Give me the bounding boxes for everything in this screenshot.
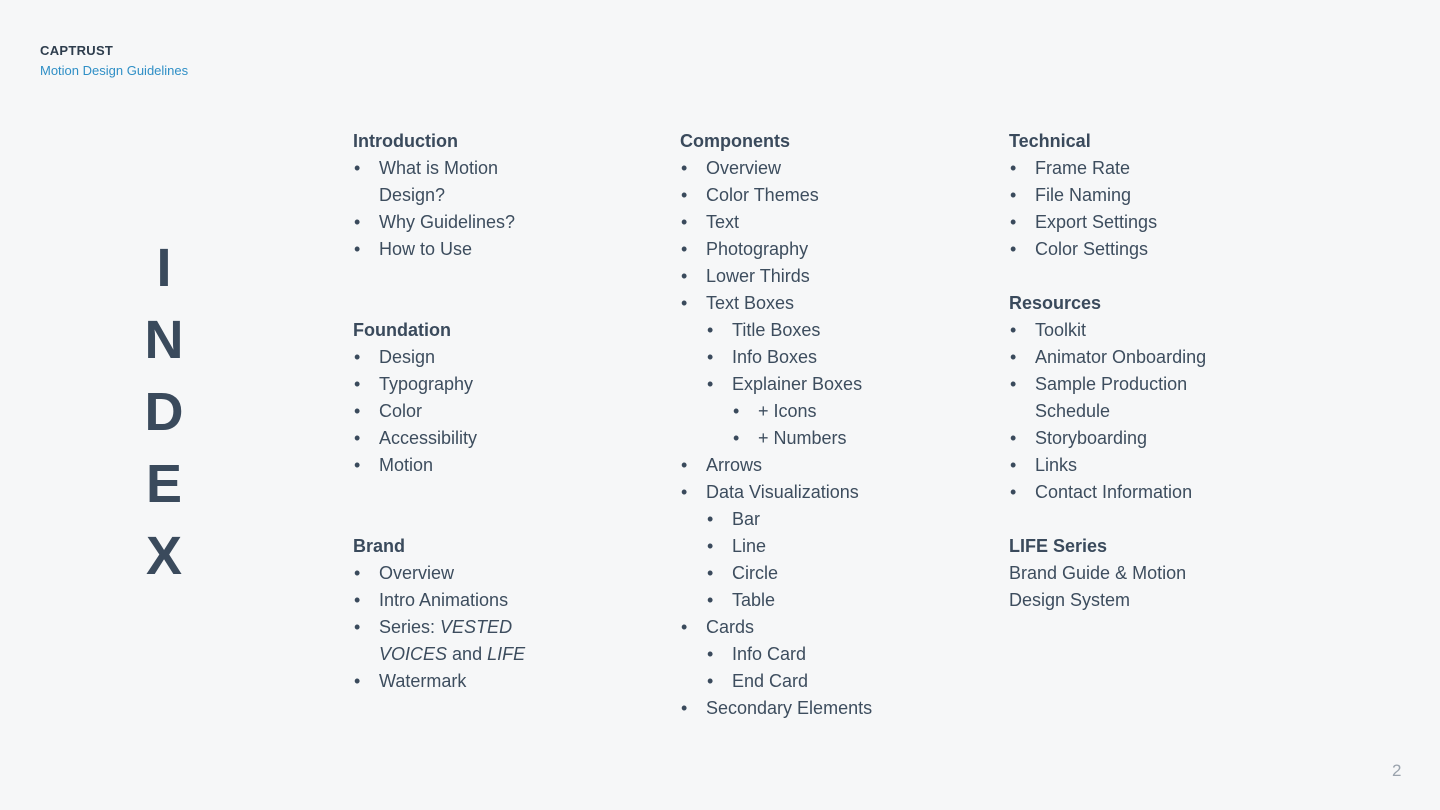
- section-heading[interactable]: Resources: [1009, 293, 1102, 313]
- section-technical: [1009, 128, 1309, 263]
- index-letter: D: [144, 382, 184, 442]
- list-item[interactable]: • Color Settings: [1009, 236, 1309, 263]
- list-subitem[interactable]: • Explainer Boxes: [706, 371, 980, 398]
- series-and: and: [452, 644, 483, 664]
- section-heading[interactable]: Foundation: [353, 320, 451, 340]
- section-resources: [1009, 290, 1309, 506]
- list-subsubitem[interactable]: • + Numbers: [732, 425, 980, 452]
- list-item[interactable]: • Typography: [353, 371, 653, 398]
- list-item[interactable]: • Why Guidelines?: [353, 209, 653, 236]
- list-item-series[interactable]: [353, 614, 553, 668]
- list-subitem[interactable]: • Title Boxes: [706, 317, 980, 344]
- list-item[interactable]: • Arrows: [680, 452, 980, 479]
- section-list: [680, 155, 980, 722]
- list-subsubitem[interactable]: • + Icons: [732, 398, 980, 425]
- index-letter: I: [156, 238, 172, 298]
- section-list: [353, 344, 653, 479]
- list-item[interactable]: • Text: [680, 209, 980, 236]
- list-subitem[interactable]: • Table: [706, 587, 980, 614]
- list-item[interactable]: • Frame Rate: [1009, 155, 1309, 182]
- section-list: [1009, 155, 1309, 263]
- index-title: [126, 232, 202, 592]
- section-heading[interactable]: Components: [680, 131, 790, 151]
- list-item[interactable]: • Lower Thirds: [680, 263, 980, 290]
- list-item[interactable]: • Design: [353, 344, 653, 371]
- list-item[interactable]: • What is Motion Design?: [353, 155, 553, 209]
- list-item[interactable]: • File Naming: [1009, 182, 1309, 209]
- document-subtitle: Motion Design Guidelines: [40, 63, 189, 78]
- list-item[interactable]: • Export Settings: [1009, 209, 1309, 236]
- list-subitem[interactable]: • Line: [706, 533, 980, 560]
- list-item[interactable]: • Motion: [353, 452, 653, 479]
- list-item[interactable]: • Animator Onboarding: [1009, 344, 1309, 371]
- list-item[interactable]: • Sample Production Schedule: [1009, 371, 1209, 425]
- section-list: [1009, 317, 1309, 506]
- section-list: [353, 155, 653, 263]
- list-item[interactable]: • Color Themes: [680, 182, 980, 209]
- list-subitem[interactable]: • Bar: [706, 506, 980, 533]
- section-heading[interactable]: Technical: [1009, 131, 1091, 151]
- series-vested-voices: VESTED VOICES: [379, 617, 513, 664]
- index-column-2: [680, 128, 980, 722]
- section-heading[interactable]: LIFE Series: [1009, 536, 1108, 556]
- list-item[interactable]: • Text Boxes: [680, 290, 980, 317]
- page-number: 2: [1392, 761, 1402, 780]
- list-item[interactable]: • Watermark: [353, 668, 653, 695]
- list-subitem[interactable]: • Info Card: [706, 641, 980, 668]
- list-item[interactable]: • Contact Information: [1009, 479, 1309, 506]
- list-item[interactable]: • Secondary Elements: [680, 695, 980, 722]
- index-column-3: [1009, 128, 1309, 614]
- list-item[interactable]: • Toolkit: [1009, 317, 1309, 344]
- life-series-link[interactable]: Brand Guide & Motion Design System: [1009, 563, 1187, 610]
- list-item[interactable]: • Overview: [680, 155, 980, 182]
- series-life: LIFE: [487, 644, 526, 664]
- brand-name: CAPTRUST: [40, 43, 114, 58]
- section-brand: [353, 533, 653, 695]
- section-foundation: [353, 317, 653, 479]
- section-components: [680, 128, 980, 722]
- section-list: [353, 560, 653, 695]
- list-item[interactable]: • Data Visualizations: [680, 479, 980, 506]
- index-letter: E: [145, 454, 183, 514]
- list-item[interactable]: • Overview: [353, 560, 653, 587]
- section-life-series: [1009, 533, 1309, 614]
- list-item[interactable]: • Cards: [680, 614, 980, 641]
- index-column-1: [353, 128, 653, 695]
- index-letter: N: [144, 310, 184, 370]
- list-item[interactable]: • How to Use: [353, 236, 653, 263]
- list-subitem[interactable]: • End Card: [706, 668, 980, 695]
- list-item[interactable]: • Storyboarding: [1009, 425, 1309, 452]
- section-heading[interactable]: Introduction: [353, 131, 458, 151]
- list-item[interactable]: • Intro Animations: [353, 587, 653, 614]
- list-item[interactable]: • Color: [353, 398, 653, 425]
- list-subitem[interactable]: • Circle: [706, 560, 980, 587]
- series-label: Series:: [379, 617, 436, 637]
- section-introduction: [353, 128, 653, 263]
- list-item[interactable]: • Links: [1009, 452, 1309, 479]
- section-heading[interactable]: Brand: [353, 536, 406, 556]
- list-item[interactable]: • Photography: [680, 236, 980, 263]
- list-subitem[interactable]: • Info Boxes: [706, 344, 980, 371]
- index-letter: X: [145, 526, 183, 586]
- list-item[interactable]: • Accessibility: [353, 425, 653, 452]
